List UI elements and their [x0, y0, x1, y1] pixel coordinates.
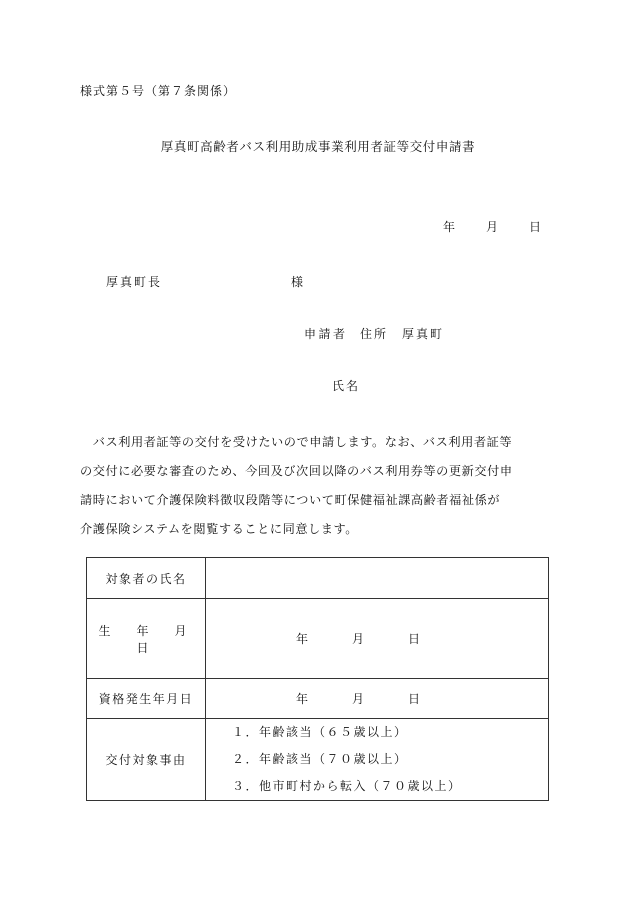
address-label: 住所 — [360, 327, 389, 341]
recipient-honorific: 様 — [291, 275, 304, 289]
table-row — [87, 558, 549, 599]
issuance-reason-label: 交付対象事由 — [87, 719, 206, 801]
eligibility-month-label: 月 — [352, 692, 365, 706]
eligibility-date-label: 資格発生年月日 — [87, 679, 206, 719]
birth-year-label: 年 — [296, 632, 309, 646]
birthdate-label: 生 年 月 日 — [87, 599, 206, 679]
issuance-reason-options — [206, 719, 549, 801]
date-day-label: 日 — [529, 220, 542, 234]
table-row — [87, 719, 549, 801]
birthdate-field[interactable] — [206, 599, 549, 679]
applicant-label: 申請者 — [304, 327, 348, 341]
consent-paragraph — [80, 428, 558, 544]
recipient-name: 厚真町長 — [106, 275, 163, 289]
consent-line: 介護保険システムを閲覧することに同意します。 — [80, 522, 359, 536]
table-row — [87, 679, 549, 719]
date-month-label: 月 — [486, 220, 499, 234]
reason-option[interactable]: ３．他市町村から転入（７０歳以上） — [232, 779, 462, 793]
eligibility-date-field[interactable] — [206, 679, 549, 719]
table-row — [87, 599, 549, 679]
eligibility-year-label: 年 — [296, 692, 309, 706]
form-number: 様式第５号（第７条関係） — [80, 84, 237, 98]
consent-line: 請時において介護保険料徴収段階等について町保健福祉課高齢者福祉係が — [80, 493, 501, 507]
birth-month-label: 月 — [352, 632, 365, 646]
target-name-field[interactable] — [206, 558, 549, 599]
date-year-label: 年 — [443, 220, 456, 234]
reason-option[interactable]: １．年齢該当（６５歳以上） — [232, 725, 408, 739]
applicant-info-table — [86, 557, 549, 801]
eligibility-day-label: 日 — [408, 692, 421, 706]
reason-option[interactable]: ２．年齢該当（７０歳以上） — [232, 752, 408, 766]
consent-line: バス利用者証等の交付を受けたいので申請します。なお、バス利用者証等 — [80, 435, 513, 449]
document-title: 厚真町高齢者バス利用助成事業利用者証等交付申請書 — [160, 139, 476, 154]
consent-line: の交付に必要な審査のため、今回及び次回以降のバス利用券等の更新交付申 — [80, 464, 513, 478]
birth-day-label: 日 — [408, 632, 421, 646]
target-name-label: 対象者の氏名 — [87, 558, 206, 599]
applicant-name-label: 氏名 — [332, 379, 361, 393]
address-value: 厚真町 — [402, 327, 445, 341]
